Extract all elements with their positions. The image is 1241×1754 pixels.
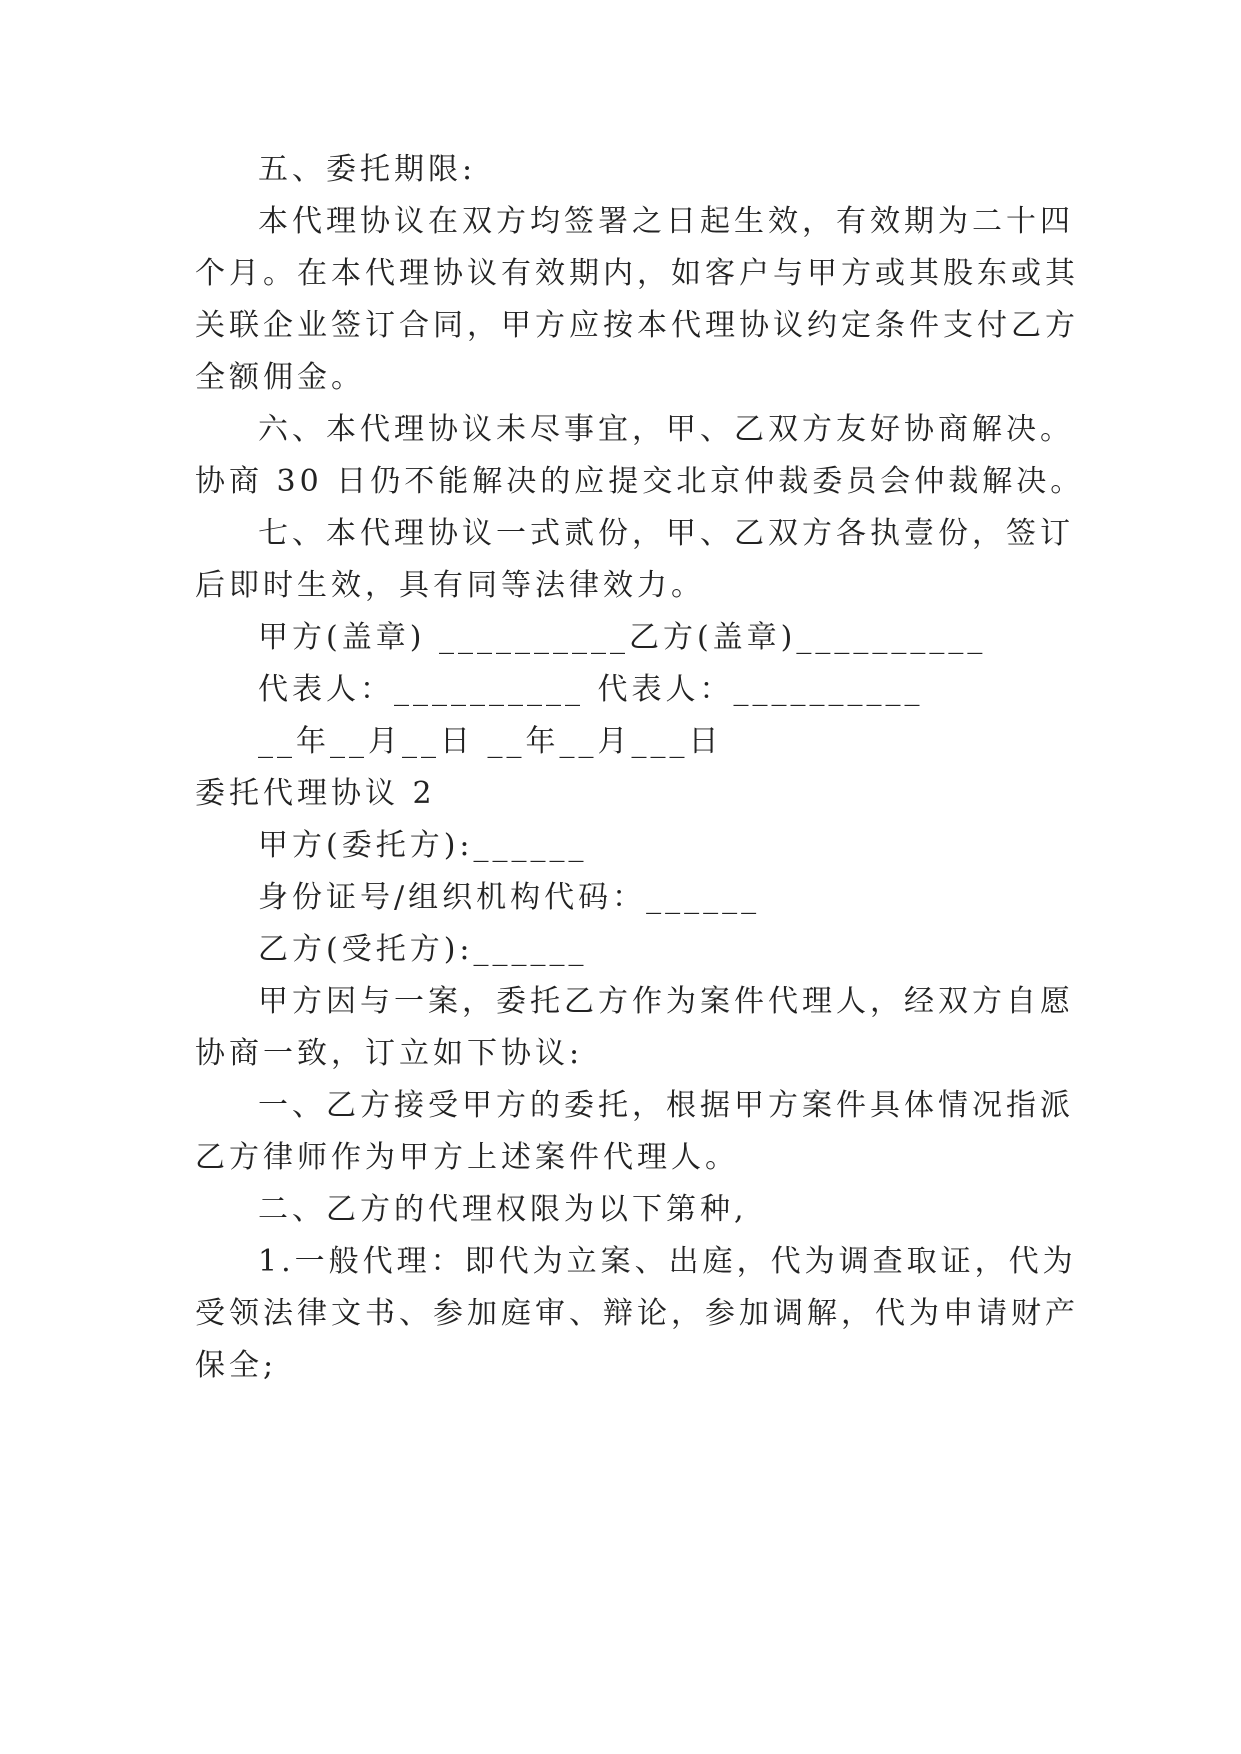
paragraph-line: 甲方因与一案，委托乙方作为案件代理人，经双方自愿 bbox=[258, 984, 1074, 1019]
party-a-field: 甲方(委托方):______ bbox=[258, 828, 588, 863]
paragraph-line: 1.一般代理：即代为立案、出庭，代为调查取证，代为 bbox=[258, 1244, 1077, 1279]
party-b-field: 乙方(受托方):______ bbox=[258, 932, 588, 967]
paragraph-line: 乙方律师作为甲方上述案件代理人。 bbox=[195, 1140, 739, 1175]
document-title: 委托代理协议 2 bbox=[195, 776, 436, 811]
section-heading-term: 五、委托期限: bbox=[258, 152, 477, 187]
paragraph-line: 本代理协议在双方均签署之日起生效，有效期为二十四 bbox=[258, 204, 1074, 239]
paragraph-line: 协商一致，订立如下协议: bbox=[195, 1036, 584, 1071]
signature-line-representative: 代表人：__________ 代表人：__________ bbox=[258, 672, 924, 707]
paragraph-line: 全额佣金。 bbox=[195, 360, 365, 395]
paragraph-line: 后即时生效，具有同等法律效力。 bbox=[195, 568, 705, 603]
signature-line-date: __年__月__日 __年__月___日 bbox=[258, 724, 723, 759]
paragraph-line: 受领法律文书、参加庭审、辩论，参加调解，代为申请财产 bbox=[195, 1296, 1079, 1331]
paragraph-line: 协商 30 日仍不能解决的应提交北京仲裁委员会仲裁解决。 bbox=[195, 464, 1085, 499]
paragraph-line: 六、本代理协议未尽事宜，甲、乙双方友好协商解决。 bbox=[258, 412, 1074, 447]
id-number-field: 身份证号/组织机构代码：______ bbox=[258, 880, 761, 915]
signature-line-seal: 甲方(盖章) __________乙方(盖章)__________ bbox=[258, 620, 987, 655]
paragraph-line: 关联企业签订合同，甲方应按本代理协议约定条件支付乙方 bbox=[195, 308, 1079, 343]
paragraph-line: 七、本代理协议一式贰份，甲、乙双方各执壹份，签订 bbox=[258, 516, 1074, 551]
paragraph-line: 个月。在本代理协议有效期内，如客户与甲方或其股东或其 bbox=[195, 256, 1079, 291]
paragraph-line: 保全; bbox=[195, 1348, 278, 1383]
paragraph-line: 一、乙方接受甲方的委托，根据甲方案件具体情况指派 bbox=[258, 1088, 1074, 1123]
paragraph-line: 二、乙方的代理权限为以下第种, bbox=[258, 1192, 748, 1227]
